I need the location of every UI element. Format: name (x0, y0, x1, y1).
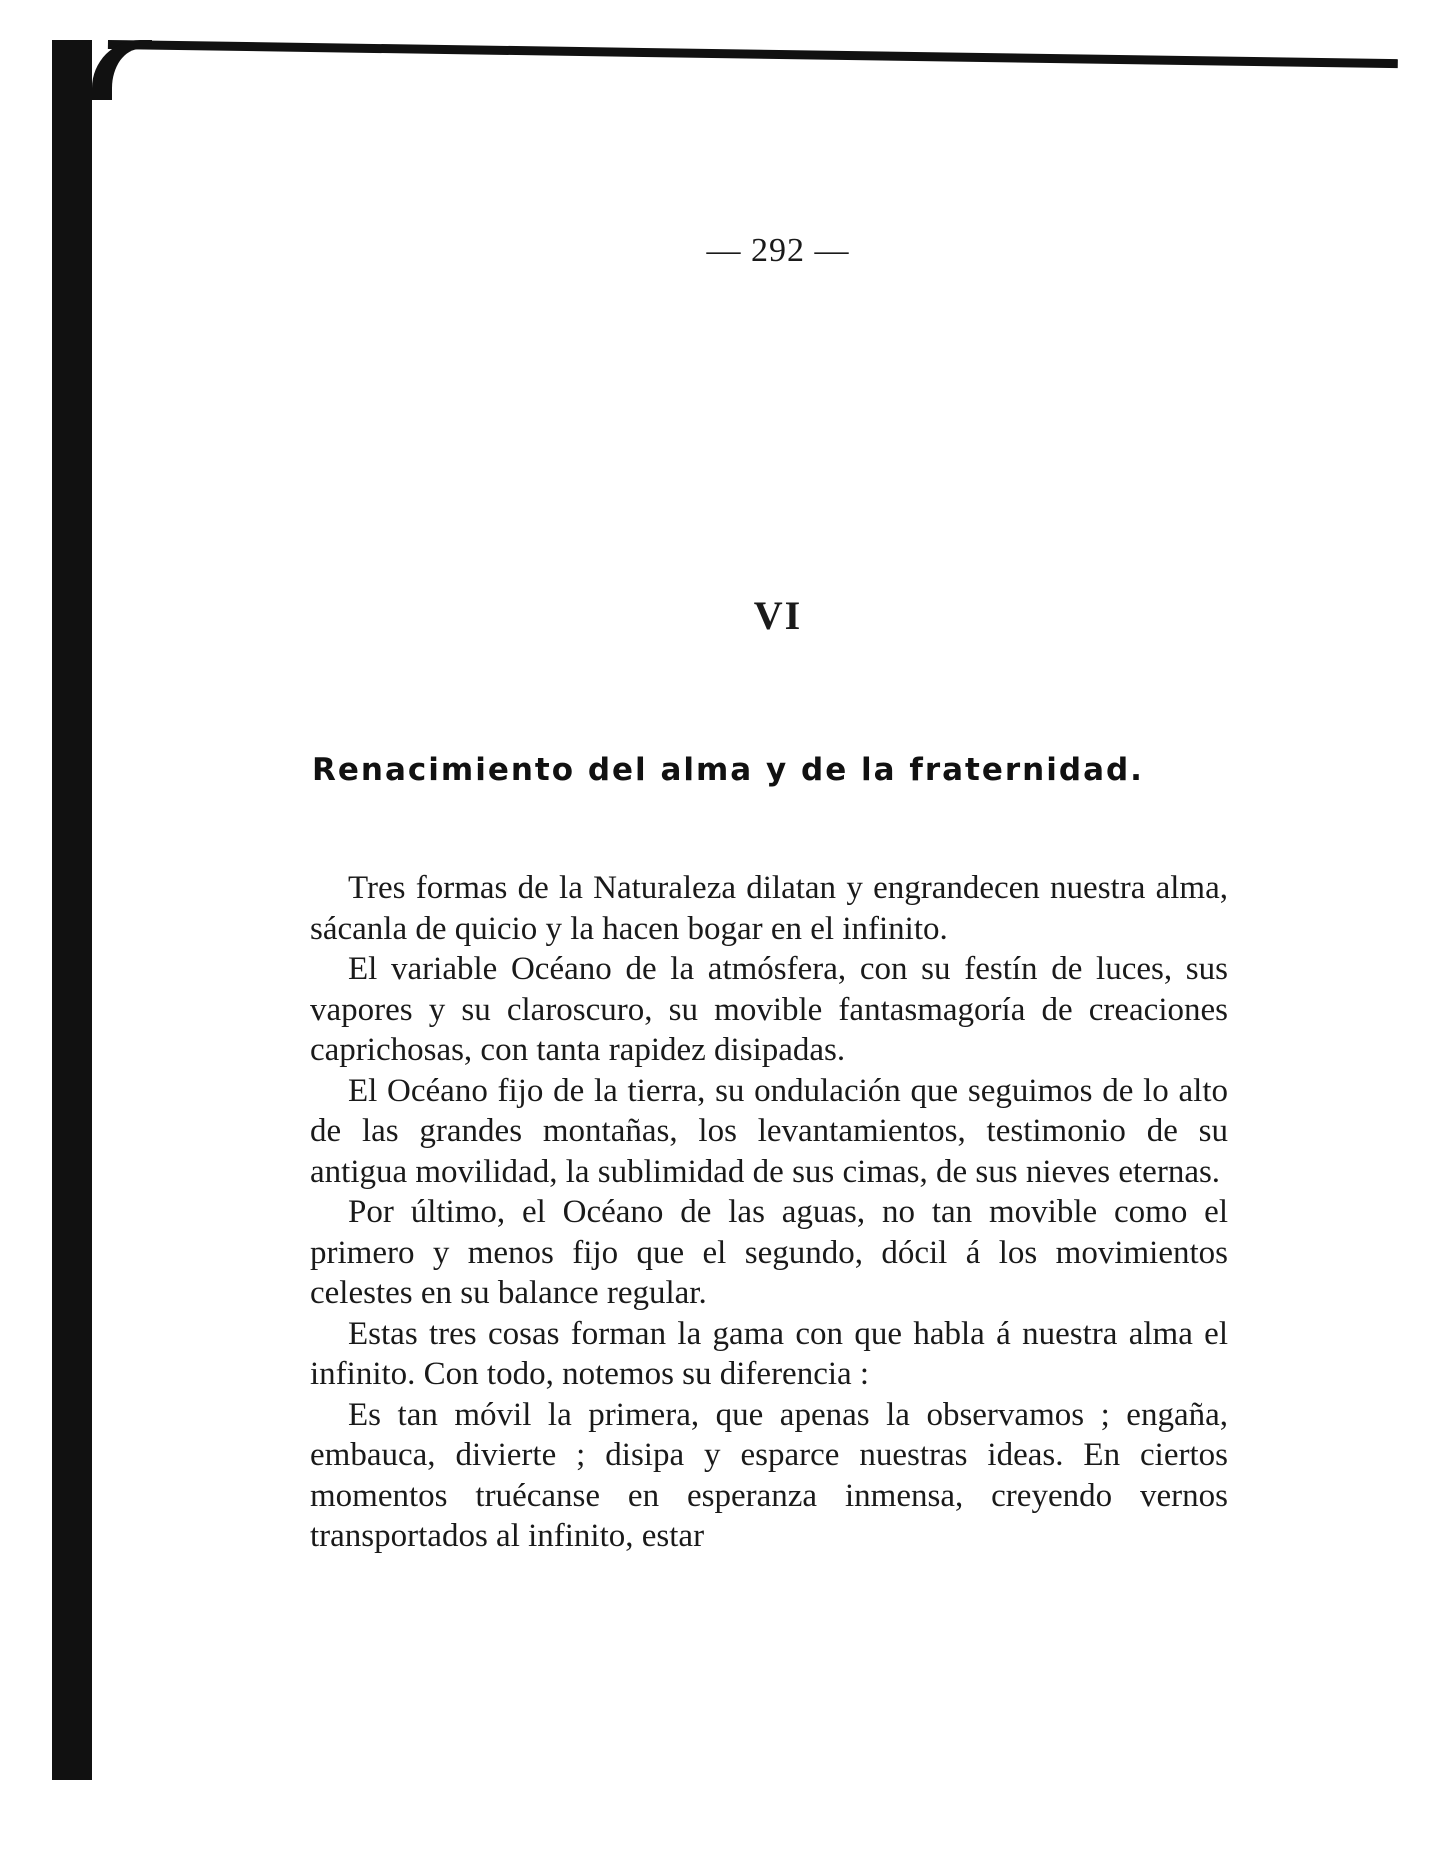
body-text (310, 868, 1228, 1557)
scan-left-edge (52, 40, 92, 1780)
paragraph: El Océano fijo de la tierra, su ondulación que seguimos de lo alto de las grandes montañas, los levantamientos, testimonio de su antigua movilidad, la sublimidad de sus cimas, de sus nieves eternas. (310, 1072, 1228, 1190)
paragraph: Tres formas de la Naturaleza dilatan y engrandecen nuestra alma, sácanla de quicio y la hacen bogar en el infinito. (310, 870, 1228, 947)
paragraph: El variable Océano de la atmósfera, con su festín de luces, sus vapores y su claroscuro, su movible fantasmagoría de creaciones caprichosas, con tanta rapidez disipadas. (310, 951, 1228, 1068)
paragraph: Por último, el Océano de las aguas, no tan movible como el primero y menos fijo que el segundo, dócil á los movimientos celestes en su balance regular. (310, 1194, 1228, 1311)
scan-corner-edge (92, 40, 152, 100)
chapter-number: VI (753, 593, 803, 638)
paragraph: Estas tres cosas forman la gama con que habla á nuestra alma el infinito. Con todo, notemos su diferencia : (310, 1315, 1228, 1392)
chapter-heading: Renacimiento del alma y de la fraternidad. (312, 752, 1144, 788)
page-number: — 292 — (706, 232, 850, 269)
scan-top-edge (108, 40, 1398, 68)
paragraph: Es tan móvil la primera, que apenas la observamos ; engaña, embauca, divierte ; disipa y esparce nuestras ideas. En ciertos momentos truécanse en esperanza inmensa, creyendo vernos transportados al infinito, estar (310, 1396, 1228, 1554)
